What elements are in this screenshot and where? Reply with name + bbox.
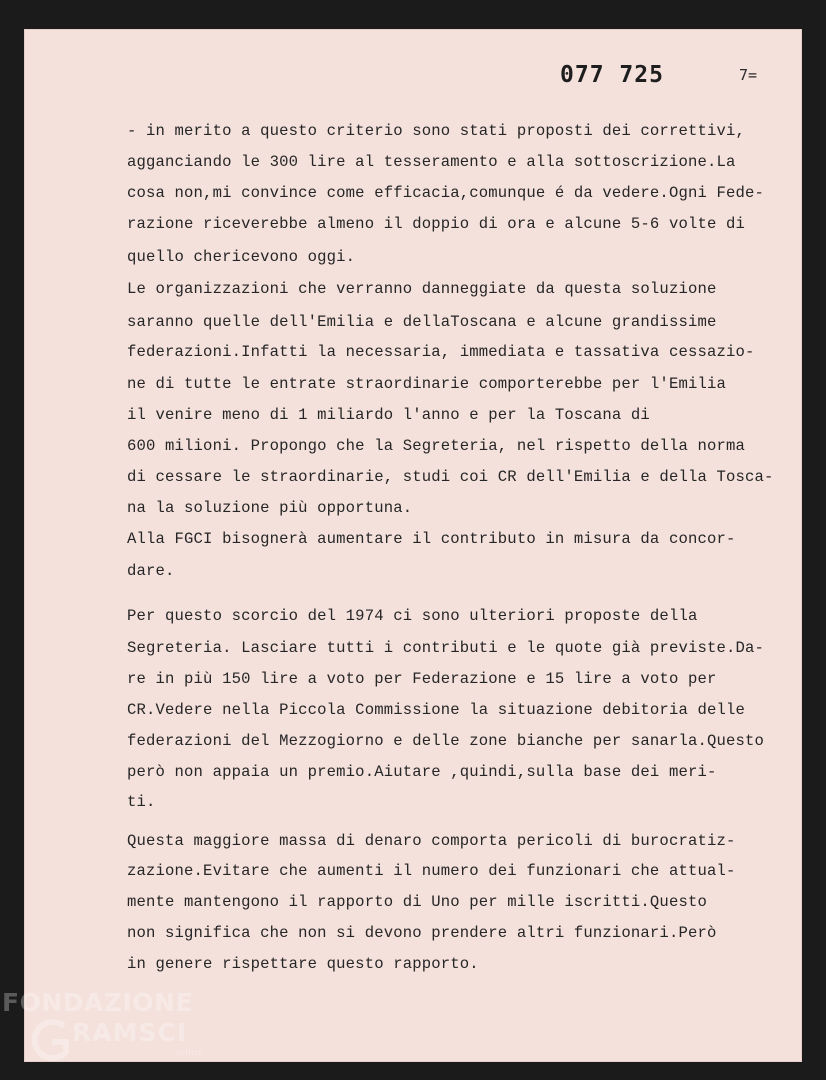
watermark-line1: FONDAZIONE (2, 988, 194, 1017)
body-line: cosa non,mi convince come efficacia,comunque é da vedere.Ogni Fede- (127, 184, 765, 202)
watermark-line2: RAMSCI (72, 1018, 188, 1047)
body-line: Segreteria. Lasciare tutti i contributi e le quote già previste.Da- (127, 639, 765, 657)
body-line: - in merito a questo criterio sono stati proposti dei correttivi, (127, 122, 746, 140)
body-line: 600 milioni. Propongo che la Segreteria, nel rispetto della norma (127, 437, 746, 455)
fondazione-gramsci-watermark (0, 988, 220, 1080)
body-line: Le organizzazioni che verranno danneggiate da questa soluzione (127, 280, 717, 298)
body-line: ti. (127, 793, 156, 811)
body-line: agganciando le 300 lire al tesseramento e alla sottoscrizione.La (127, 153, 736, 171)
body-line: il venire meno di 1 miliardo l'anno e per la Toscana di (127, 406, 650, 424)
body-line: Alla FGCI bisognerà aumentare il contributo in misura da concor- (127, 530, 736, 548)
gramsci-g-logo-icon (30, 1012, 72, 1072)
body-line: Per questo scorcio del 1974 ci sono ulteriori proposte della (127, 607, 698, 625)
body-line: ne di tutte le entrate straordinarie comporterebbe per l'Emilia (127, 375, 726, 393)
body-line: re in più 150 lire a voto per Federazione e 15 lire a voto per (127, 670, 717, 688)
page-number: 7= (739, 66, 758, 84)
body-line: federazioni.Infatti la necessaria, immediata e tassativa cessazio- (127, 343, 755, 361)
body-line: di cessare le straordinarie, studi coi CR dell'Emilia e della Tosca- (127, 468, 774, 486)
body-line: dare. (127, 562, 175, 580)
body-line: na la soluzione più opportuna. (127, 499, 413, 517)
body-line: in genere rispettare questo rapporto. (127, 955, 479, 973)
watermark-onlus: onlus (176, 1048, 203, 1058)
body-line: federazioni del Mezzogiorno e delle zone bianche per sanarla.Questo (127, 732, 765, 750)
body-line: mente mantengono il rapporto di Uno per mille iscritti.Questo (127, 893, 707, 911)
document-number: 077 725 (560, 62, 664, 88)
body-line: Questa maggiore massa di denaro comporta pericoli di burocratiz- (127, 832, 736, 850)
body-line: non significa che non si devono prendere altri funzionari.Però (127, 924, 717, 942)
body-line: CR.Vedere nella Piccola Commissione la situazione debitoria delle (127, 701, 746, 719)
body-line: saranno quelle dell'Emilia e dellaToscana e alcune grandissime (127, 313, 717, 331)
body-line: razione riceverebbe almeno il doppio di ora e alcune 5-6 volte di (127, 215, 746, 233)
body-line: zazione.Evitare che aumenti il numero dei funzionari che attual- (127, 862, 736, 880)
body-line: però non appaia un premio.Aiutare ,quindi,sulla base dei meri- (127, 763, 717, 781)
body-line: quello chericevono oggi. (127, 248, 356, 266)
